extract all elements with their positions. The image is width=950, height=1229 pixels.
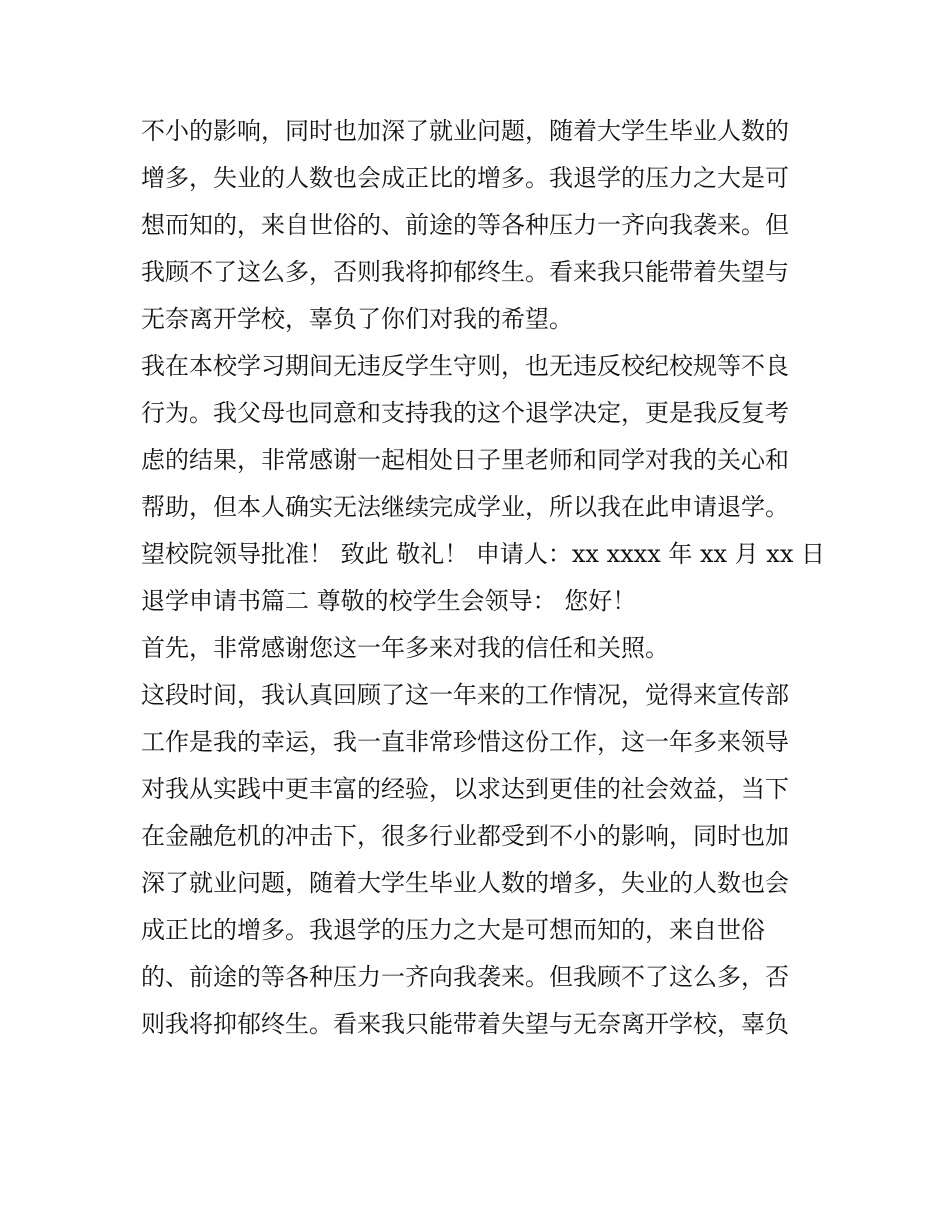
document-body [141,108,826,1048]
text-line: 对我从实践中更丰富的经验，以求达到更佳的社会效益，当下 [141,775,789,803]
text-line: 行为。我父母也同意和支持我的这个退学决定，更是我反复考 [141,399,789,427]
text-line: 虑的结果，非常感谢一起相处日子里老师和同学对我的关心和 [141,446,789,474]
text-line: 我在本校学习期间无违反学生守则，也无违反校纪校规等不良 [141,352,789,380]
text-line: 帮助，但本人确实无法继续完成学业，所以我在此申请退学。 [141,493,789,521]
text-line: 想而知的，来自世俗的、前途的等各种压力一齐向我袭来。但 [141,211,789,239]
text-line: 首先，非常感谢您这一年多来对我的信任和关照。 [141,634,669,662]
text-line: 在金融危机的冲击下，很多行业都受到不小的影响，同时也加 [141,822,789,850]
text-line: 的、前途的等各种压力一齐向我袭来。但我顾不了这么多，否 [141,963,789,991]
text-line: 成正比的增多。我退学的压力之大是可想而知的，来自世俗 [141,916,765,944]
text-line: 增多，失业的人数也会成正比的增多。我退学的压力之大是可 [141,164,789,192]
text-line: 退学申请书篇二 尊敬的校学生会领导： 您好！ [141,587,637,615]
text-line: 这段时间，我认真回顾了这一年来的工作情况，觉得来宣传部 [141,681,789,709]
text-line: 深了就业问题，随着大学生毕业人数的增多，失业的人数也会 [141,869,789,897]
text-line: 工作是我的幸运，我一直非常珍惜这份工作，这一年多来领导 [141,728,789,756]
text-line: 我顾不了这么多，否则我将抑郁终生。看来我只能带着失望与 [141,258,789,286]
text-line: 则我将抑郁终生。看来我只能带着失望与无奈离开学校，辜负 [141,1010,789,1038]
text-line: 无奈离开学校，辜负了你们对我的希望。 [141,305,573,333]
text-line: 望校院领导批准！ 致此 敬礼！ 申请人：xx xxxx 年 xx 月 xx 日 [141,540,826,568]
text-line: 不小的影响，同时也加深了就业问题，随着大学生毕业人数的 [141,117,789,145]
